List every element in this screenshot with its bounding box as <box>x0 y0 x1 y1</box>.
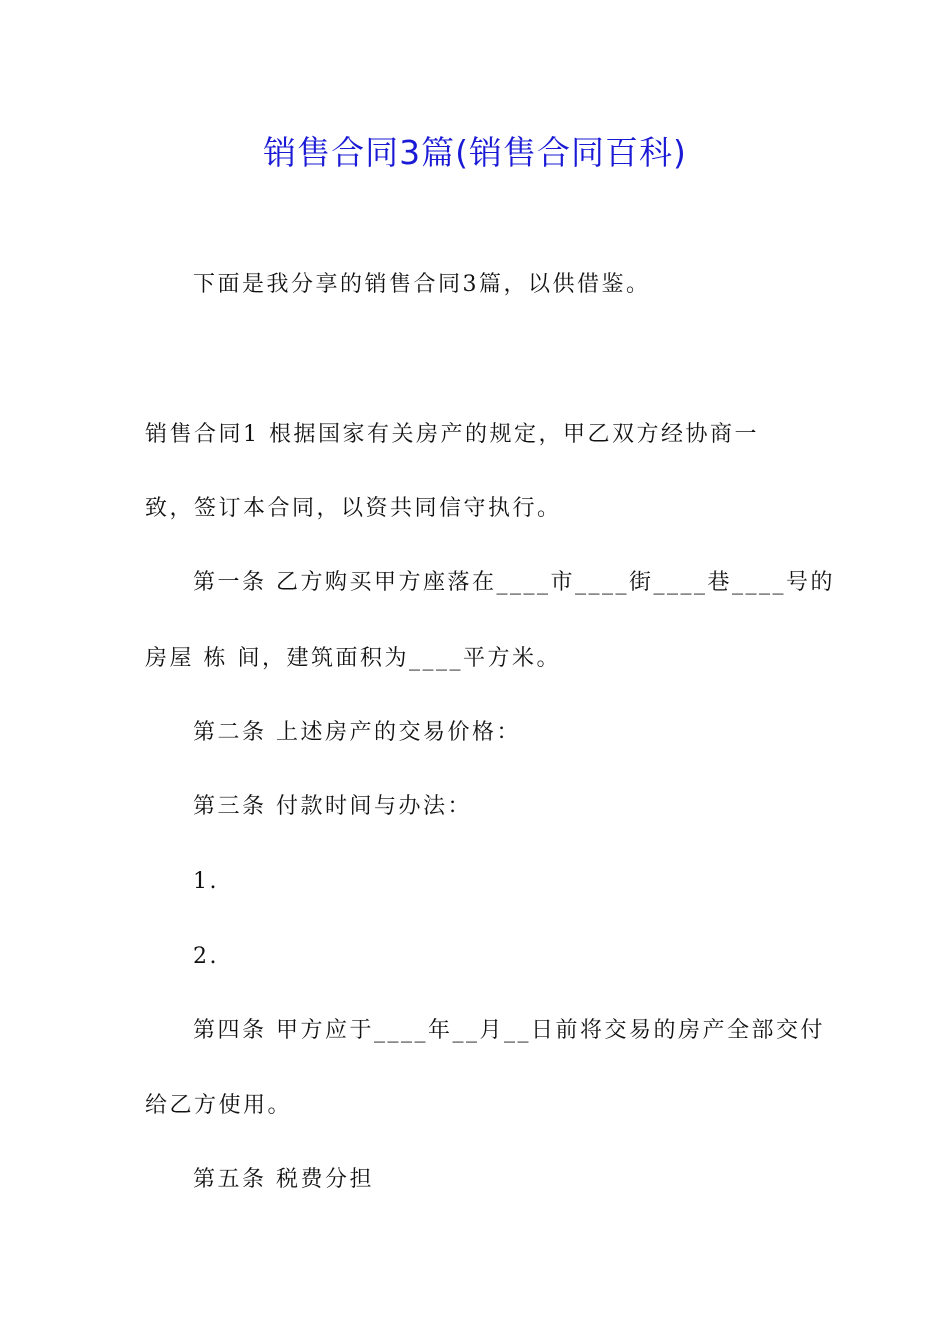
article-4-line-2: 给乙方使用。 <box>145 1093 293 1118</box>
list-item-2: 2. <box>193 944 219 969</box>
article-5: 第五条 税费分担 <box>193 1167 374 1192</box>
article-3: 第三条 付款时间与办法： <box>193 794 472 819</box>
document-title: 销售合同3篇(销售合同百科) <box>263 133 687 172</box>
article-1-line-1: 第一条 乙方购买甲方座落在____市____街____巷____号的 <box>193 570 835 595</box>
article-1-line-2: 房屋 栋 间，建筑面积为____平方米。 <box>145 646 561 671</box>
contract1-line-2: 致，签订本合同，以资共同信守执行。 <box>145 496 562 521</box>
list-item-1: 1. <box>193 869 219 894</box>
intro-paragraph: 下面是我分享的销售合同3篇，以供借鉴。 <box>193 272 651 297</box>
article-2: 第二条 上述房产的交易价格： <box>193 720 521 745</box>
contract1-line-1: 销售合同1 根据国家有关房产的规定，甲乙双方经协商一 <box>145 422 759 447</box>
article-4-line-1: 第四条 甲方应于____年__月__日前将交易的房产全部交付 <box>193 1018 825 1043</box>
